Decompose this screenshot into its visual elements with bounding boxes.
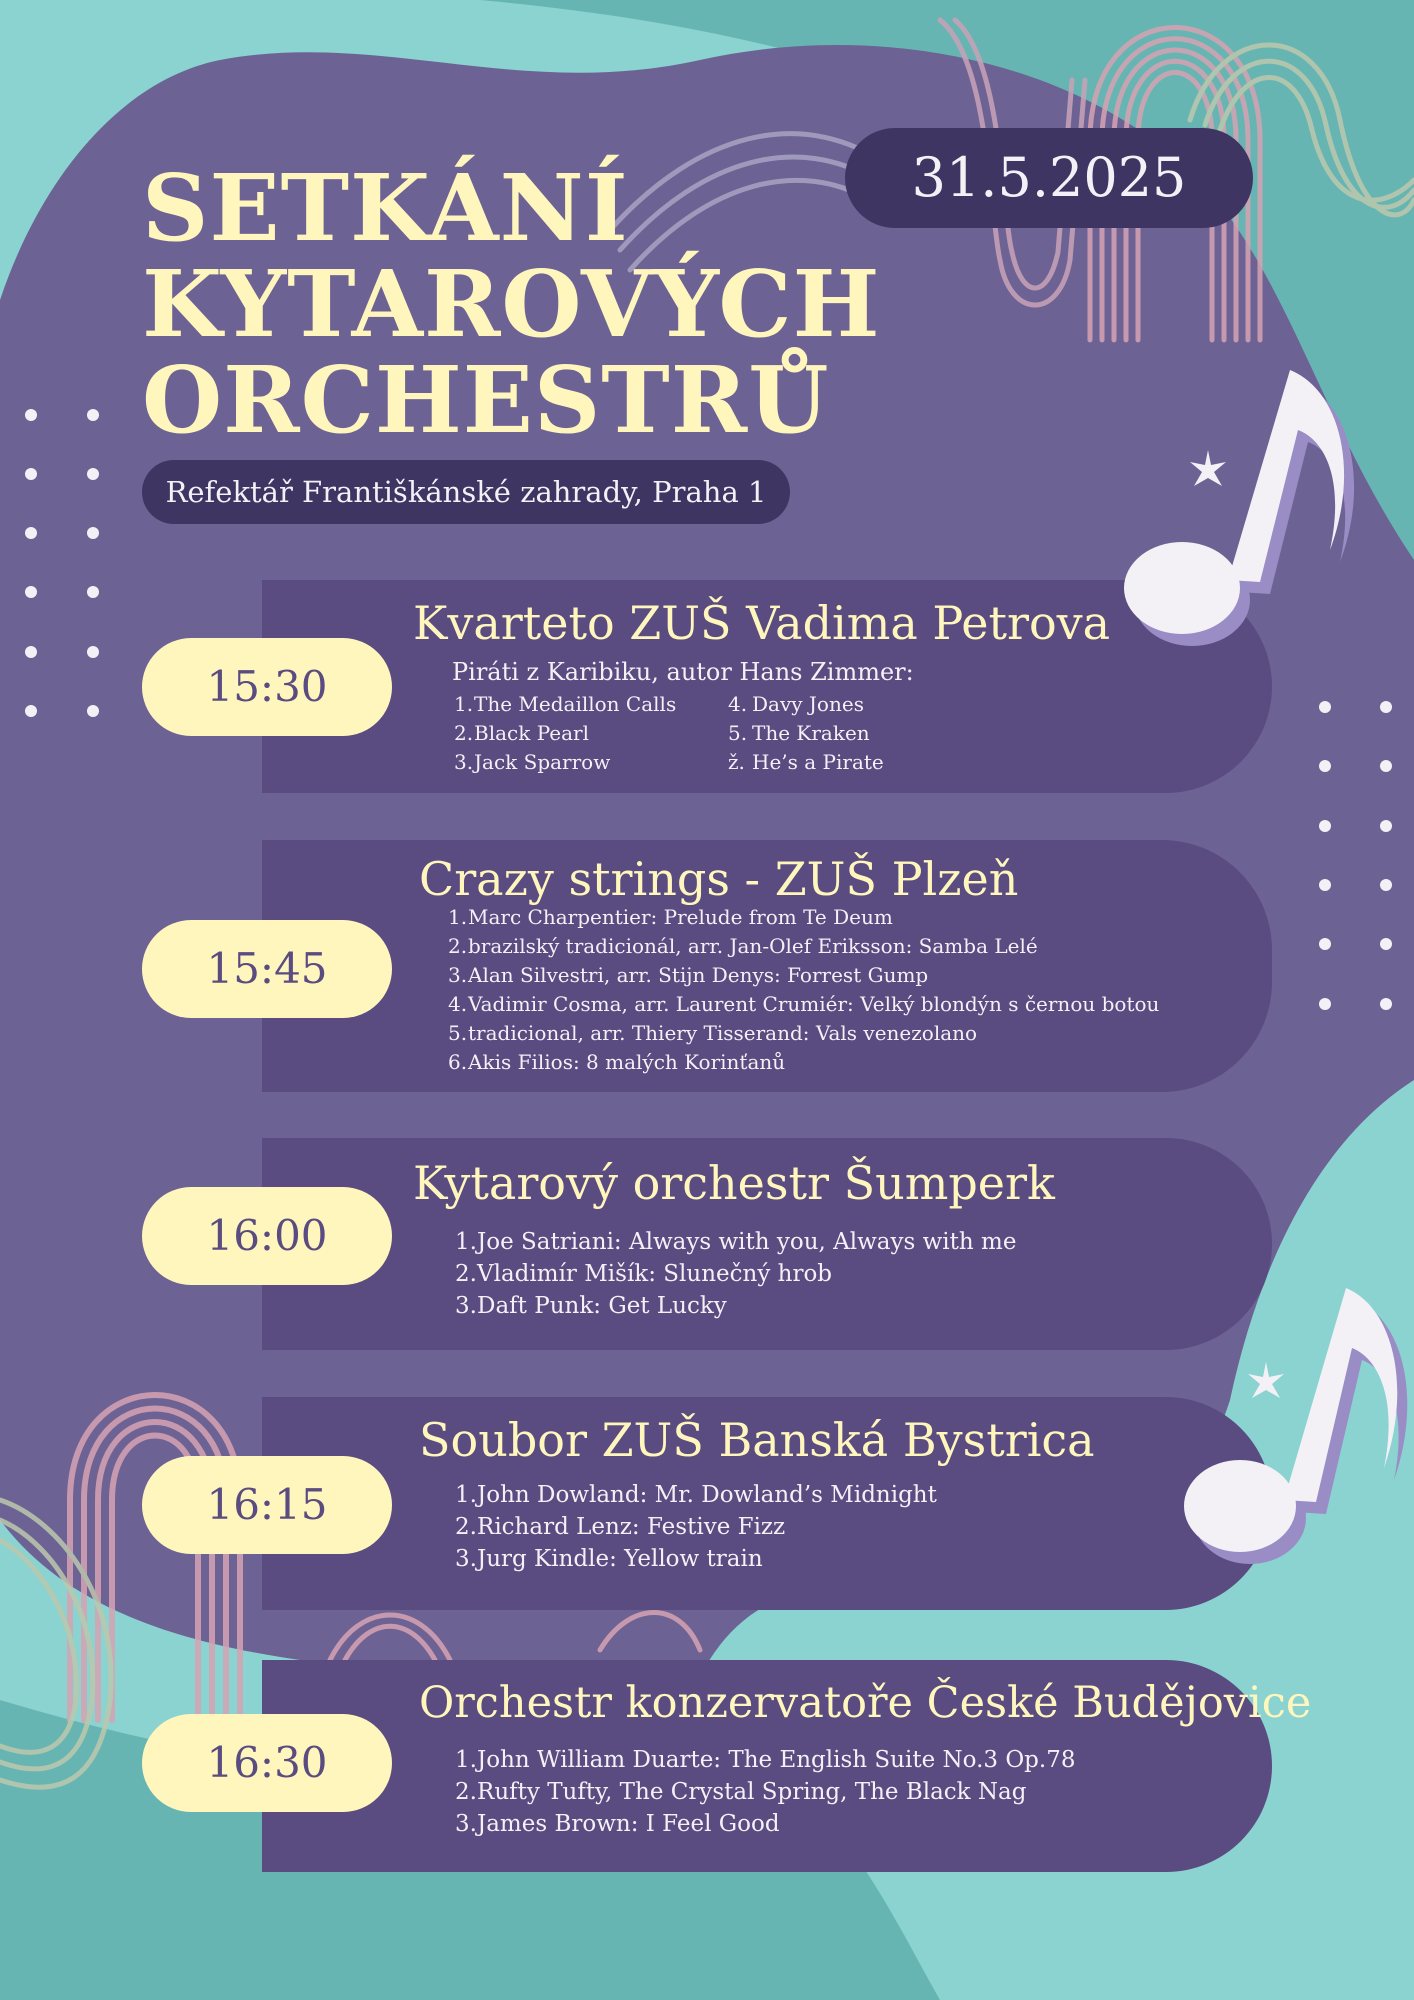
session-card-4 — [262, 1397, 1272, 1610]
list-item: 3. James Brown: I Feel Good — [455, 1811, 780, 1837]
program-list — [455, 1226, 1016, 1322]
session-title: Crazy strings - ZUŠ Plzeň — [419, 852, 1019, 906]
session-title: Orchestr konzervatoře České Budějovice — [419, 1678, 1312, 1728]
session-intro: Piráti z Karibiku, autor Hans Zimmer: — [452, 658, 914, 686]
time-badge-4: 16:15 — [142, 1456, 392, 1554]
event-title-line-1: SETKÁNÍ — [142, 154, 629, 262]
event-title-line-2: KYTAROVÝCH — [142, 250, 881, 358]
list-item: 3. Jurg Kindle: Yellow train — [455, 1546, 763, 1572]
session-title: Soubor ZUŠ Banská Bystrica — [419, 1413, 1095, 1467]
list-item: 3. Jack Sparrow — [454, 750, 611, 774]
list-item: 1. The Medaillon Calls — [454, 692, 677, 716]
music-note-icon — [1180, 1268, 1414, 1588]
session-card-5 — [262, 1660, 1312, 1872]
program-list-col-1 — [454, 690, 676, 777]
time-badge-2: 15:45 — [142, 920, 392, 1018]
program-list — [455, 1479, 937, 1575]
program-list-col-2 — [728, 690, 884, 777]
list-item: 1. John William Duarte: The English Suite No.3 Op.78 — [455, 1747, 1076, 1773]
list-item: 4. Vadimir Cosma, arr. Laurent Crumiér: Velký blondýn s černou botou — [448, 992, 1160, 1016]
event-date-badge: 31.5.2025 — [845, 128, 1253, 228]
sparkle-icon — [1244, 1360, 1288, 1404]
list-item: 6. Akis Filios: 8 malých Korinťanů — [448, 1050, 786, 1074]
list-item: 1. Joe Satriani: Always with you, Always with me — [455, 1229, 1017, 1255]
list-item: 3. Daft Punk: Get Lucky — [455, 1293, 727, 1319]
session-title: Kvarteto ZUŠ Vadima Petrova — [413, 596, 1111, 650]
list-item: 2. Black Pearl — [454, 721, 589, 745]
list-item: 5. tradicional, arr. Thiery Tisserand: Vals venezolano — [448, 1021, 978, 1045]
session-card-2 — [262, 840, 1272, 1092]
list-item: 5. The Kraken — [728, 721, 870, 745]
list-item: 2. Richard Lenz: Festive Fizz — [455, 1514, 786, 1540]
list-item: 2. Vladimír Mišík: Slunečný hrob — [455, 1261, 833, 1287]
list-item: 1. John Dowland: Mr. Dowland’s Midnight — [455, 1482, 937, 1508]
time-badge-5: 16:30 — [142, 1714, 392, 1812]
time-badge-3: 16:00 — [142, 1187, 392, 1285]
venue-badge: Refektář Františkánské zahrady, Praha 1 — [142, 460, 790, 524]
music-note-icon — [1120, 350, 1370, 670]
program-list — [448, 903, 1159, 1077]
event-title-line-3: ORCHESTRŮ — [142, 346, 830, 454]
session-card-3 — [262, 1138, 1272, 1350]
session-title: Kytarový orchestr Šumperk — [413, 1156, 1055, 1210]
list-item: 3. Alan Silvestri, arr. Stijn Denys: Forrest Gump — [448, 963, 929, 987]
list-item: 1. Marc Charpentier: Prelude from Te Deum — [448, 905, 893, 929]
list-item: ž. He’s a Pirate — [728, 750, 884, 774]
sparkle-icon — [1186, 448, 1230, 492]
list-item: 4. Davy Jones — [728, 692, 864, 716]
list-item: 2. Rufty Tufty, The Crystal Spring, The Black Nag — [455, 1779, 1027, 1805]
time-badge-1: 15:30 — [142, 638, 392, 736]
program-list — [455, 1744, 1075, 1840]
list-item: 2. brazilský tradicionál, arr. Jan-Olef Eriksson: Samba Lelé — [448, 934, 1038, 958]
